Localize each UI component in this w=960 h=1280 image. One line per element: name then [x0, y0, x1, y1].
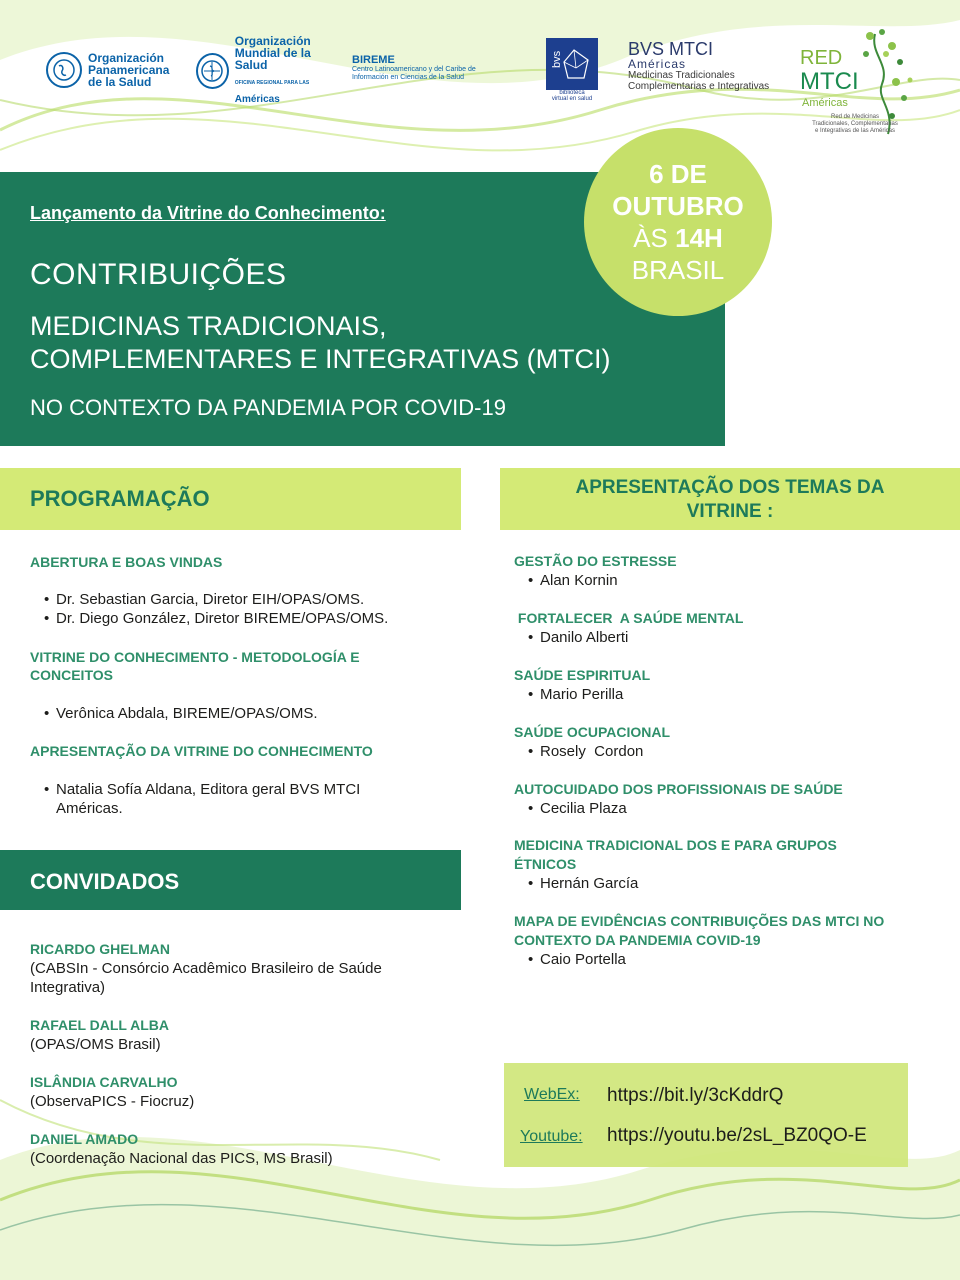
red-desc-3: e Integrativas de las Américas: [814, 128, 896, 134]
webex-label[interactable]: WebEx:: [524, 1086, 580, 1103]
temas-title-1: APRESENTAÇÃO DOS TEMAS DA: [575, 477, 885, 498]
links-box: [504, 1063, 908, 1167]
bvs-mtci-logo: [628, 40, 798, 92]
programacao-title: PROGRAMAÇÃO: [30, 486, 210, 511]
tema-5-title: AUTOCUIDADO DOS PROFISSIONAIS DE SAÚDE: [514, 781, 843, 797]
prog-s2-title-1: VITRINE DO CONHECIMENTO - METODOLOGÍA E: [30, 649, 360, 665]
tema-4-title: SAÚDE OCUPACIONAL: [514, 724, 671, 740]
bireme-title: BIREME: [352, 54, 395, 66]
oms-globe-icon: [196, 53, 229, 89]
launch-title: Lançamento da Vitrine do Conhecimento:: [30, 203, 386, 223]
bvs-caption-2: virtual en salud: [551, 96, 593, 102]
oms-region: Américas: [234, 94, 280, 105]
ops-name-1: Organización: [88, 51, 165, 65]
date-day: 6 DE: [649, 159, 707, 189]
tema-5-person: • Cecilia Plaza: [528, 799, 627, 818]
bireme-line-1: Centro Latinoamericano y del Caribe de: [352, 66, 476, 73]
youtube-url[interactable]: https://youtu.be/2sL_BZ0QO-E: [607, 1125, 867, 1146]
bvs-mark: bvs: [551, 50, 563, 68]
tema-3-title: SAÚDE ESPIRITUAL: [514, 667, 651, 683]
tema-6-person: • Hernán García: [528, 874, 638, 893]
guest-1-aff-2: Integrativa): [30, 979, 106, 996]
guest-2-aff: (OPAS/OMS Brasil): [30, 1036, 161, 1053]
bvs-caption: [541, 90, 603, 102]
red-desc-1: Red de Medicinas: [830, 114, 880, 120]
bvs-logo-icon: [546, 38, 598, 90]
tema-2-title: FORTALECER A SAÚDE MENTAL: [514, 610, 744, 626]
temas-title-2: VITRINE :: [686, 501, 774, 522]
title-line-1: MEDICINAS TRADICIONAIS,: [30, 311, 387, 341]
title-line-3: NO CONTEXTO DA PANDEMIA POR COVID-19: [30, 395, 506, 420]
temas-title: [500, 476, 960, 524]
bvs-mtci-desc-2: Complementarias e Integrativas: [628, 81, 770, 92]
guest-3-name: ISLÂNDIA CARVALHO: [30, 1074, 178, 1090]
guest-1-name: RICARDO GHELMAN: [30, 941, 170, 957]
prog-s2-item: • Verônica Abdala, BIREME/OPAS/OMS.: [44, 704, 318, 723]
red-desc-2: Tradicionales, Complementarias: [812, 121, 898, 127]
date-month: OUTUBRO: [612, 191, 744, 221]
guest-2-name: RAFAEL DALL ALBA: [30, 1017, 169, 1033]
bvs-mtci-desc-1: Medicinas Tradicionales: [628, 70, 735, 81]
red-title: RED: [800, 47, 843, 69]
bireme-logo: [352, 54, 522, 82]
oms-logo: [196, 34, 346, 105]
tema-6-title-1: MEDICINA TRADICIONAL DOS E PARA GRUPOS: [514, 837, 837, 853]
tema-4-person: • Rosely Cordon: [528, 742, 643, 761]
red-desc: [795, 114, 915, 135]
red-mtci: MTCI: [800, 68, 859, 95]
ops-name-2: Panamericana: [88, 63, 170, 77]
bvs-mtci-sub: Américas: [628, 57, 687, 71]
tema-7-person: • Caio Portella: [528, 950, 626, 969]
bireme-line-2: Información en Ciencias de la Salud: [352, 74, 465, 81]
guest-3-aff: (ObservaPICS - Fiocruz): [30, 1093, 195, 1110]
guest-4-name: DANIEL AMADO: [30, 1131, 139, 1147]
prog-s3-item-1: • Natalia Sofía Aldana, Editora geral BVS MTCI: [44, 780, 360, 799]
webex-url[interactable]: https://bit.ly/3cKddrQ: [607, 1085, 784, 1106]
date-badge: [584, 128, 772, 316]
prog-s2-title-2: CONCEITOS: [30, 667, 113, 683]
prog-s3-item-2: Américas.: [56, 800, 123, 817]
prog-s3-title: APRESENTAÇÃO DA VITRINE DO CONHECIMENTO: [30, 743, 373, 759]
red-americas: Américas: [802, 97, 848, 109]
contrib-title: CONTRIBUIÇÕES: [30, 258, 287, 291]
guest-1-aff-1: (CABSIn - Consórcio Acadêmico Brasileiro de Saúde: [30, 960, 382, 977]
tema-3-person: • Mario Perilla: [528, 685, 623, 704]
tema-6-title-2: ÉTNICOS: [514, 856, 577, 872]
tema-1-person: • Alan Kornin: [528, 571, 618, 590]
tema-7-title-2: CONTEXTO DA PANDEMIA COVID-19: [514, 932, 761, 948]
prog-s1-item-1: • Dr. Sebastian Garcia, Diretor EIH/OPAS/OMS.: [44, 590, 364, 609]
date-country: BRASIL: [631, 255, 725, 285]
ops-name-3: de la Salud: [88, 75, 152, 89]
tema-2-person: • Danilo Alberti: [528, 628, 628, 647]
date-time: 14H: [675, 223, 723, 253]
youtube-label[interactable]: Youtube:: [520, 1128, 583, 1145]
guest-4-aff: (Coordenação Nacional das PICS, MS Brasil): [30, 1150, 333, 1167]
oms-sub: OFICINA REGIONAL PARA LAS: [234, 80, 310, 86]
prog-s1-item-2: • Dr. Diego González, Diretor BIREME/OPAS/OMS.: [44, 609, 388, 628]
convidados-title: CONVIDADOS: [30, 869, 180, 894]
tema-1-title: GESTÃO DO ESTRESSE: [514, 553, 677, 569]
oms-name-2: Mundial de la Salud: [234, 46, 311, 72]
ops-globe-icon: [46, 52, 82, 88]
prog-s1-title: ABERTURA E BOAS VINDAS: [30, 554, 223, 570]
bvs-caption-1: biblioteca: [559, 90, 585, 96]
title-line-2: COMPLEMENTARES E INTEGRATIVAS (MTCI): [30, 344, 611, 374]
tema-7-title-1: MAPA DE EVIDÊNCIAS CONTRIBUIÇÕES DAS MTCI NO: [514, 913, 885, 929]
oms-name-1: Organización: [234, 34, 311, 48]
date-at: ÀS: [633, 223, 676, 253]
bvs-mtci-title: BVS MTCI: [628, 39, 714, 59]
ops-logo: [46, 46, 176, 94]
